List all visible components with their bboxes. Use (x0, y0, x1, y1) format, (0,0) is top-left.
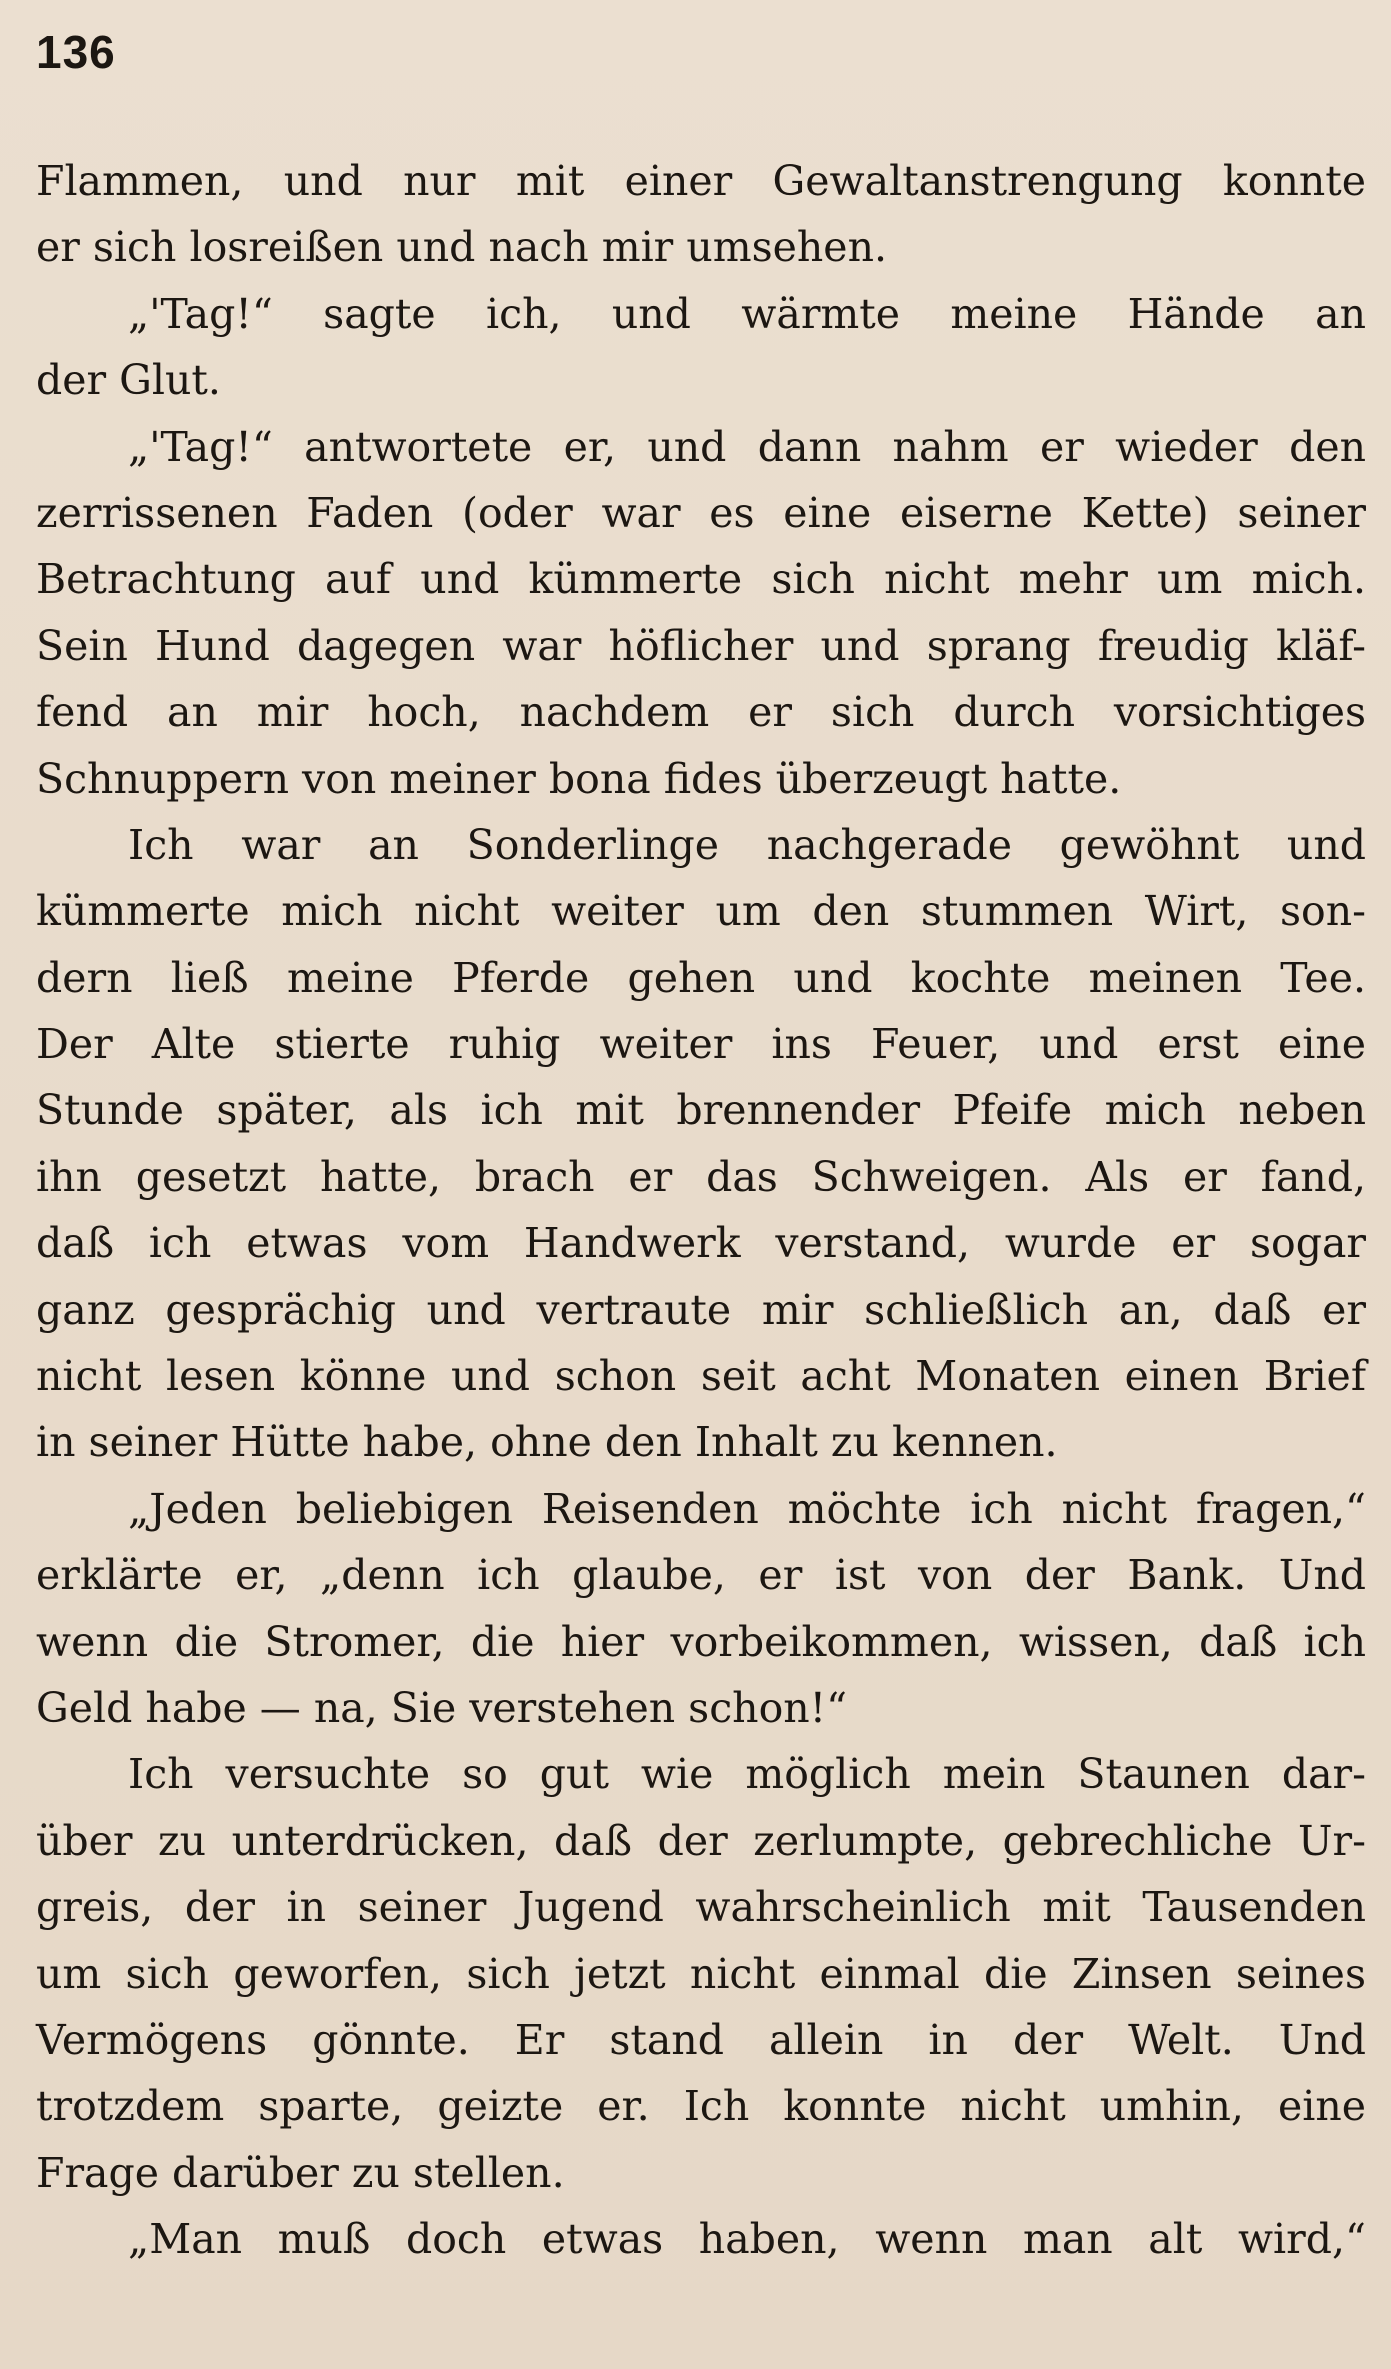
text-line: „Jeden beliebigen Reisenden möchte ich nicht fragen,“ (128, 1484, 1366, 1533)
text-line: Ich versuchte so gut wie möglich mein Staunen dar- (128, 1750, 1366, 1799)
text-line: ihn gesetzt hatte, brach er das Schweigen. Als er fand, (36, 1152, 1366, 1201)
text-line: Frage darüber zu stellen. (36, 2148, 565, 2197)
text-line: „'Tag!“ antwortete er, und dann nahm er wieder den (128, 422, 1366, 471)
text-line: in seiner Hütte habe, ohne den Inhalt zu kennen. (36, 1418, 1058, 1467)
text-line: erklärte er, „denn ich glaube, er ist von der Bank. Und (36, 1551, 1366, 1600)
text-line: Vermögens gönnte. Er stand allein in der Welt. Und (36, 2015, 1366, 2064)
text-line: wenn die Stromer, die hier vorbeikommen, wissen, daß ich (36, 1617, 1366, 1666)
text-line: um sich geworfen, sich jetzt nicht einmal die Zinsen seines (36, 1949, 1366, 1998)
text-line: ganz gesprächig und vertraute mir schließlich an, daß er (36, 1285, 1366, 1334)
text-line: dern ließ meine Pferde gehen und kochte meinen Tee. (36, 953, 1366, 1002)
text-line: „'Tag!“ sagte ich, und wärmte meine Hände an (128, 289, 1366, 338)
text-line: zerrissenen Faden (oder war es eine eiserne Kette) seiner (36, 488, 1366, 537)
text-line: Geld habe — na, Sie verstehen schon!“ (36, 1683, 848, 1732)
text-line: über zu unterdrücken, daß der zerlumpte, gebrechliche Ur- (36, 1816, 1366, 1865)
text-line: „Man muß doch etwas haben, wenn man alt wird,“ (128, 2215, 1366, 2264)
text-line: Flammen, und nur mit einer Gewaltanstrengung konnte (36, 157, 1366, 205)
text-line: er sich losreißen und nach mir umsehen. (36, 223, 888, 272)
text-line: Stunde später, als ich mit brennender Pfeife mich neben (36, 1086, 1366, 1135)
page-number: 136 (36, 26, 116, 78)
body-text (36, 148, 1366, 2273)
text-line: nicht lesen könne und schon seit acht Monaten einen Brief (36, 1352, 1366, 1401)
text-line: der Glut. (36, 356, 221, 405)
text-line: Sein Hund dagegen war höflicher und sprang freudig kläf- (36, 621, 1366, 670)
text-line: fend an mir hoch, nachdem er sich durch vorsichtiges (36, 688, 1366, 737)
text-line: Schnuppern von meiner bona fides überzeugt hatte. (36, 754, 1122, 803)
text-line: Ich war an Sonderlinge nachgerade gewöhnt und (128, 820, 1366, 869)
text-line: daß ich etwas vom Handwerk verstand, wurde er sogar (36, 1219, 1366, 1268)
text-line: trotzdem sparte, geizte er. Ich konnte nicht umhin, eine (36, 2082, 1366, 2131)
text-line: kümmerte mich nicht weiter um den stummen Wirt, son- (36, 887, 1366, 936)
text-line: Betrachtung auf und kümmerte sich nicht mehr um mich. (36, 555, 1366, 604)
text-line: Der Alte stierte ruhig weiter ins Feuer, und erst eine (36, 1020, 1366, 1069)
text-line: greis, der in seiner Jugend wahrscheinlich mit Tausenden (36, 1883, 1366, 1932)
